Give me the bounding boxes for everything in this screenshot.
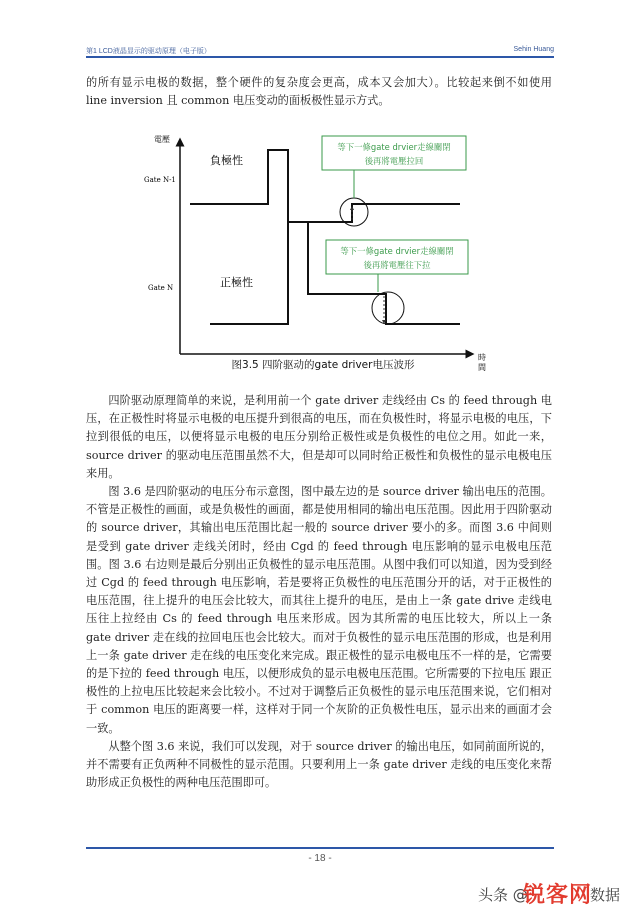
waveform-figure <box>140 128 506 380</box>
callout-1-line-2: 後再將電壓拉回 <box>364 156 424 166</box>
watermark-logo: 锐客网 <box>523 883 593 908</box>
waveform-svg <box>140 128 506 380</box>
header-left-text: 第1 LCD液晶显示的驱动原理（电子版） <box>86 48 211 55</box>
body-paragraphs <box>86 392 552 792</box>
paragraph-intro <box>86 74 552 110</box>
row-label-gate-n-1: Gate N-1 <box>144 176 176 184</box>
paragraph-text: 从整个图 3.6 来说，我们可以发现，对于 source driver 的输出电压，如同前面所说的，并不需要有正负两种不同极性的显示范围。只要利用上一条 gate driver 走线的电压变化来帮助形成正负极性的两种电压范围即可。 <box>86 739 552 790</box>
callout-2-line-2: 後再將電壓往下拉 <box>363 260 431 270</box>
highlight-circle-2 <box>372 292 404 324</box>
header-divider <box>86 56 554 58</box>
page-header <box>86 40 554 56</box>
page-number: - 18 - <box>308 853 332 864</box>
polarity-label-positive: 正極性 <box>220 276 253 289</box>
highlight-circle-1 <box>340 198 368 226</box>
paragraph-text: 四阶驱动原理简单的来说，是利用前一个 gate driver 走线经由 Cs 的 feed through 电压，在正极性时将显示电极的电压提升到很高的电压，而在负极性时，将显示电极的电压，下拉到很低的电压，以便将显示电极的电压分别给正极性或是负极性的电位之用。如此一来，source driver 的驱动电压范围虽然不大，但是却可以同时给正极性和负极性的显示电极电压来用。 <box>86 394 552 480</box>
figure-caption: 图3.5 四阶驱动的gate driver电压波形 <box>231 359 415 371</box>
row-label-gate-n: Gate N <box>148 284 174 292</box>
watermark-right-text: 数据 <box>590 886 621 904</box>
paragraph-text: 图 3.6 是四阶驱动的电压分布示意图，图中最左边的是 source driver 输出电压的范围。不管是正极性的画面，或是负极性的画面，都是使用相同的输出电压范围。因此用于四阶驱动的 source driver，其输出电压范围比起一般的 source driver 要小的多。而图 3.6 中间则是受到 gate driver 走线关闭时，经由 Cgd 的 feed through 电压影响的显示电极电压范围。图 3.6 右边则是最后分别出正负极性的显示电压范围。从图中我们可以知道，因为受到经过 Cgd 的 feed through 电压影响，若是要将正负极性的电压范围分开的话，对于正极性的电压范围，往上提升的电压会比较大，而其往上提升的电压，是由上一条 gate drive 走线电压往上拉经由 Cs 的 feed through 电压来形成。因为其所需的电压比较大，所以上一条 gate driver 走在线的拉回电压也会比较大。而对于负极性的显示电压范围的形成，也是利用上一条 gate driver 走在线的电压变化来完成。跟正极性的显示电极电压不一样的是，它需要的是下拉的 feed through 电压，以便形成负的显示电极电压范围。它所需要的下拉电压 跟正极性的上拉电压比较起来会比较小。不过对于调整后正负极性的显示电压范围来说，它们相对于 common 电压的距离要一样，这样对于同一个灰阶的正负极性电压，显示出来的画面才会一致。 <box>86 485 552 735</box>
y-axis-label: 電壓 <box>154 135 170 144</box>
watermark-left-text: 头条 @ <box>478 886 528 904</box>
header-right-text: Sehin Huang <box>513 46 554 53</box>
footer-divider <box>86 847 554 849</box>
callout-2-line-1: 等下一條gate drvier走線關閉 <box>340 246 454 256</box>
x-axis-label-2: 間 <box>478 363 486 372</box>
paragraph-text: 的所有显示电极的数据，整个硬件的复杂度会更高，成本又会加大）。比较起来倒不如使用 line inversion 且 common 电压变动的面板极性显示方式。 <box>86 76 552 108</box>
callout-1-line-1: 等下一條gate drvier走線關閉 <box>337 142 451 152</box>
polarity-label-negative: 負極性 <box>210 154 243 167</box>
x-axis-label-1: 時 <box>478 353 486 362</box>
